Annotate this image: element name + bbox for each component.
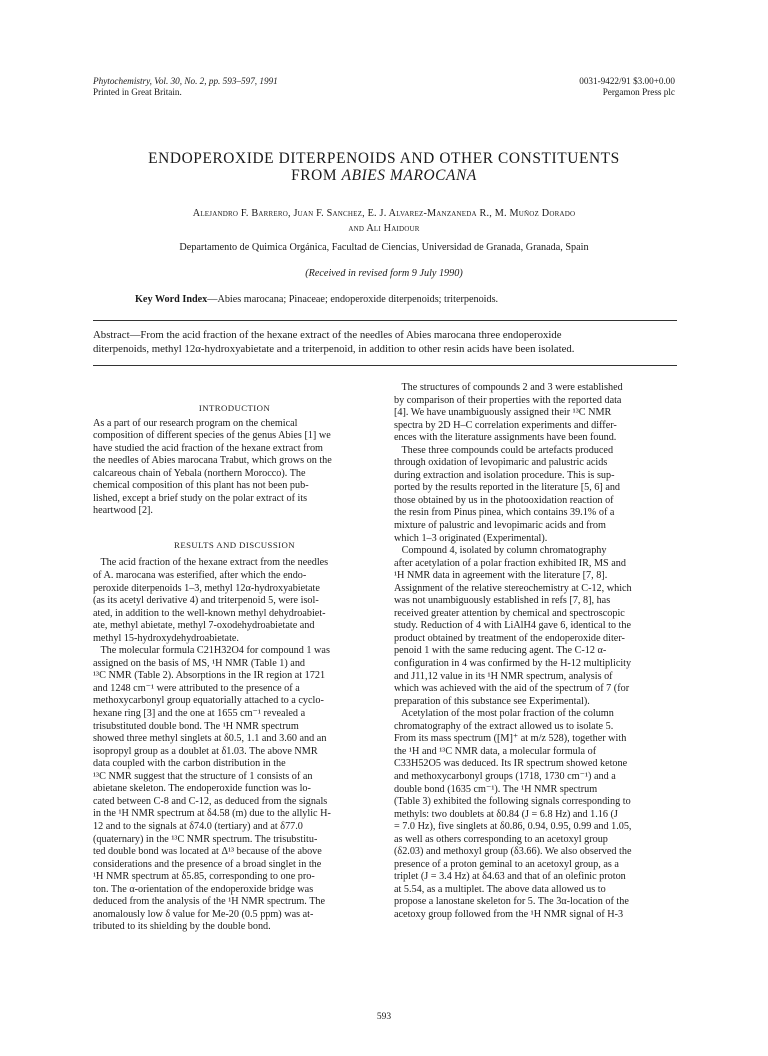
text-line: cated between C-8 and C-12, as deduced from the signals [93,795,328,807]
text-line: isopropyl group as a doublet at δ1.03. The above NMR [93,745,318,757]
title-line-2 [0,167,768,184]
text-line: at 5.54, as a multiplet. The above data allowed us to [394,883,606,895]
page-number: 593 [376,1012,392,1022]
text-line: ¹H NMR data in agreement with the literature [7, 8]. [394,570,608,582]
text-line: propose a lanostane skeleton for 5. The 3α-location of the [394,896,629,908]
text-line: = 7.0 Hz), five singlets at δ0.86, 0.94, 0.95, 0.99 and 1.05, [394,821,632,833]
text-line: which was achieved with the aid of the spectrum of 7 (for [394,683,630,695]
text-line: chemical composition of this plant has not been pub- [93,480,309,492]
text-line: ences with the literature assignments have been found. [394,432,617,444]
text-line: ¹³C NMR (Table 2). Absorptions in the IR region at 1721 [93,670,326,682]
text-line: which 1–3 originated (Experimental). [394,532,548,544]
right-column-text [394,382,677,922]
text-line: ate, methyl abietate, methyl 7-oxodehydroabietate and [93,620,315,632]
author-list [0,206,768,236]
text-line: after acetylation of a polar fraction exhibited IR, MS and [394,557,626,569]
text-line: lished, except a brief study on the polar extract of its [93,492,308,504]
text-line: As a part of our research program on the chemical [93,417,298,429]
text-line: trisubstituted double bond. The ¹H NMR spectrum [93,720,299,732]
abstract-line-2: diterpenoids, methyl 12α-hydroxyabietate and a triterpenoid, in addition to other resin acids have been isolated. [93,342,575,355]
publisher-name: Pergamon Press plc [602,87,675,97]
title-species: ABIES MAROCANA [341,167,477,184]
text-line: showed three methyl singlets at δ0.5, 1.1 and 3.60 and an [93,733,327,745]
keyword-label: Key Word Index [135,294,208,305]
text-line: (as its acetyl derivative 4) and triterpenoid 5, were isol- [93,595,319,607]
text-line: triplet (J = 3.4 Hz) at δ4.63 and that of an olefinic proton [394,871,626,883]
text-line: the needles of Abies marocana Trabut, which grows on the [93,455,332,467]
publisher-header [579,76,675,98]
title-line-1: ENDOPEROXIDE DITERPENOIDS AND OTHER CONSTITUENTS [148,150,620,167]
abstract-bottom-rule [93,365,677,366]
text-line: The molecular formula C21H32O4 for compound 1 was [93,645,330,657]
affiliation: Departamento de Quimica Orgánica, Facultad de Ciencias, Universidad de Granada, Granada, Spain [179,242,589,253]
abstract [93,329,677,356]
authors-line-2: and Ali Haidour [348,223,420,234]
text-line: tributed to its shielding by the double bond. [93,921,271,933]
text-line: ported by the results reported in the literature [5, 6] and [394,482,621,494]
abstract-line-1: Abstract—From the acid fraction of the hexane extract of the needles of Abies marocana three endoperoxide [93,329,562,341]
text-line: (quaternary) in the ¹³C NMR spectrum. The trisubstitu- [93,833,318,845]
text-line: mixture of palustric and levopimaric acids and from [394,520,606,532]
text-line: study. Reduction of 4 with LiAlH4 gave 6, identical to the [394,620,632,632]
text-line: the resin from Pinus pinea, which contains 39.1% of a [394,507,615,519]
authors-line-1: Alejandro F. Barrero, Juan F. Sanchez, E. J. Alvarez-Manzaneda R., M. Muñoz Dorado [192,208,576,219]
text-line: and J11,12 value in its ¹H NMR spectrum, analysis of [394,670,613,682]
text-line: as well as others corresponding to an acetoxyl group [394,833,608,845]
text-line: From its mass spectrum ([M]⁺ at m/z 528), together with [394,733,627,745]
journal-citation: Phytochemistry, Vol. 30, No. 2, pp. 593–597, 1991 [93,76,278,86]
text-line: data coupled with the carbon distribution in the [93,758,286,770]
text-line: (δ2.03) and methoxyl group (δ3.66). We also observed the [394,846,632,858]
text-line: ated, in addition to the well-known methyl dehydroabiet- [93,607,326,619]
text-line: assigned on the basis of MS, ¹H NMR (Table 1) and [93,657,306,669]
text-line: considerations and the presence of a broad singlet in the [93,858,322,870]
text-line: abietane skeleton. The endoperoxide function was lo- [93,783,311,795]
text-line: through oxidation of levopimaric and palustric acids [394,457,608,469]
text-line: preparation of this substance see Experimental). [394,695,590,707]
text-line: ¹H NMR spectrum at δ5.85, corresponding to one pro- [93,871,315,883]
text-line: 12 and to the signals at δ74.0 (tertiary) and at δ77.0 [93,820,303,832]
results-heading: RESULTS AND DISCUSSION [174,539,295,550]
text-line: spectra by 2D H–C correlation experiments and differ- [394,419,617,431]
text-line: These three compounds could be artefacts produced [394,444,614,456]
journal-header [93,76,278,98]
text-line: calcareous chain of Yebala (northern Morocco). The [93,467,306,479]
text-line: acetoxy group followed from the ¹H NMR signal of H-3 [394,908,624,920]
results-text [93,557,376,933]
keyword-index [135,294,498,305]
text-line: (Table 3) exhibited the following signals corresponding to [394,796,631,808]
left-column [93,378,376,934]
text-line: and 1248 cm⁻¹ were attributed to the presence of a [93,682,300,694]
text-line: deduced from the analysis of the ¹H NMR spectrum. The [93,896,326,908]
text-line: configuration in 4 was confirmed by the H-12 multiplicity [394,658,632,670]
text-line: and methoxycarbonyl groups (1718, 1730 cm⁻¹) and a [394,770,616,782]
text-line: ted double bond was located at Δ¹³ because of the above [93,846,322,858]
text-line: peroxide diterpenoids 1–3, methyl 12α-hydroxyabietate [93,582,320,594]
article-title [0,150,768,184]
text-line: presence of a proton geminal to an acetoxyl group, as a [394,858,619,870]
text-line: chromatography of the extract allowed us to isolate 5. [394,720,614,732]
text-line: penoid 1 with the same reducing agent. The C-12 α- [394,645,607,657]
text-line: [4]. We have unambiguously assigned their ¹³C NMR [394,407,612,419]
text-line: C33H52O5 was deduced. Its IR spectrum showed ketone [394,758,628,770]
text-line: anomalously low δ value for Me-20 (0.5 ppm) was at- [93,908,314,920]
text-line: The structures of compounds 2 and 3 were established [394,382,623,393]
text-line: The acid fraction of the hexane extract from the needles [93,557,329,569]
received-date: (Received in revised form 9 July 1990) [305,268,463,279]
text-line: hexane ring [3] and the one at 1655 cm⁻¹ revealed a [93,708,306,720]
text-line: those obtained by us in the photooxidation reaction of [394,494,614,506]
title-line-2-prefix: FROM [291,167,342,184]
text-line: Acetylation of the most polar fraction of the column [394,708,614,720]
text-line: by comparison of their properties with the reported data [394,394,622,406]
text-line: Assignment of the relative stereochemistry at C-12, which [394,582,632,594]
text-line: was not unambiguously established in refs [7, 8], has [394,595,611,607]
printed-note: Printed in Great Britain. [93,87,182,97]
text-line: of A. marocana was esterified, after which the endo- [93,570,307,582]
text-line: methyl 15-hydroxydehydroabietate. [93,632,239,644]
issn-code: 0031-9422/91 $3.00+0.00 [579,76,675,86]
text-line: the ¹H and ¹³C NMR data, a molecular formula of [394,745,597,757]
introduction-heading: INTRODUCTION [198,403,271,413]
text-line: ¹³C NMR suggest that the structure of 1 consists of an [93,770,313,782]
introduction-text [93,418,376,518]
text-line: Compound 4, isolated by column chromatography [394,545,607,557]
right-column [394,378,677,922]
text-line: received greater attention by chemical and spectroscopic [394,607,625,619]
text-line: during extraction and isolation procedure. This is sup- [394,469,615,481]
text-line: product obtained by treatment of the endoperoxide diter- [394,632,625,644]
text-line: have studied the acid fraction of the hexane extract from [93,442,323,454]
keyword-text: —Abies marocana; Pinaceae; endoperoxide diterpenoids; triterpenoids. [207,294,499,305]
text-line: in the ¹H NMR spectrum at δ4.58 (m) due to the allylic H- [93,808,331,820]
abstract-top-rule [93,320,677,321]
text-line: ton. The α-orientation of the endoperoxide bridge was [93,883,314,895]
text-line: heartwood [2]. [93,505,153,517]
text-line: double bond (1635 cm⁻¹). The ¹H NMR spectrum [394,783,598,795]
text-line: methoxycarbonyl group equatorially attached to a cyclo- [93,695,324,707]
text-line: methyls: two doublets at δ0.84 (J = 6.8 Hz) and 1.16 (J [394,808,618,820]
text-line: composition of different species of the genus Abies [1] we [93,430,331,442]
